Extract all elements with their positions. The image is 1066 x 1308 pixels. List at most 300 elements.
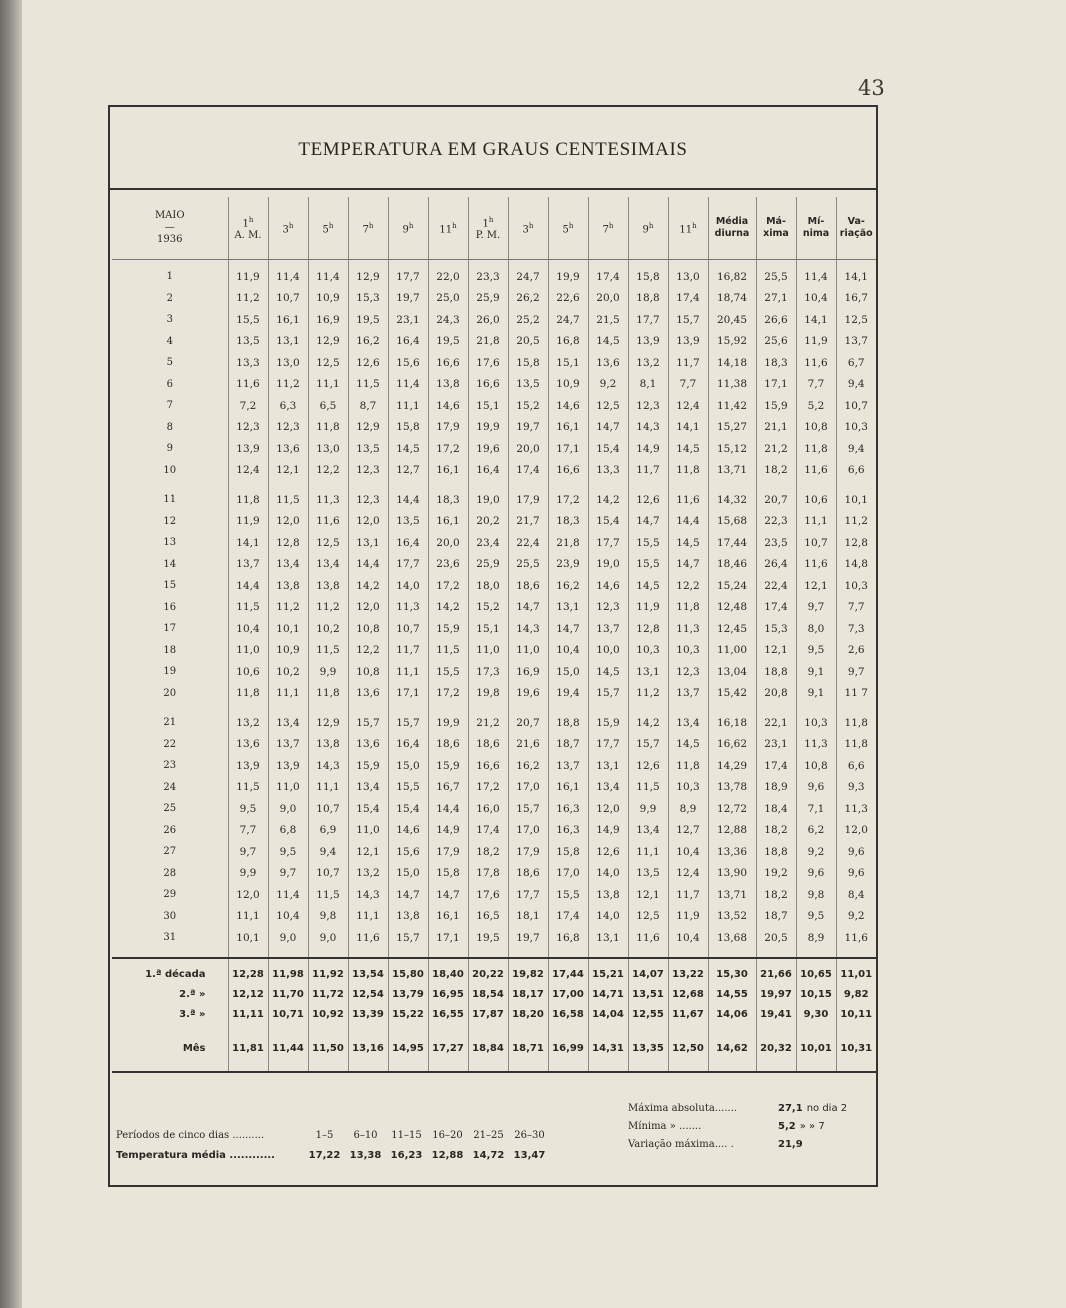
value-cell: 12,3: [268, 417, 308, 439]
header-col-label: nima: [802, 228, 830, 239]
value-cell: 11,6: [796, 352, 836, 374]
value-cell: 18,2: [756, 460, 796, 482]
value-cell: 21,7: [508, 511, 548, 533]
period-mean: 16,23: [390, 1149, 423, 1161]
decade-value: 13,51: [628, 985, 668, 1005]
value-cell: 7,7: [796, 374, 836, 396]
value-cell: 14,29: [708, 755, 756, 777]
value-cell: 13,0: [268, 352, 308, 374]
value-cell: 16,4: [388, 331, 428, 353]
value-cell: 10,1: [836, 489, 876, 511]
value-cell: 12,72: [708, 798, 756, 820]
extreme-label: Máxima absoluta.......: [628, 1102, 738, 1114]
value-cell: 15,7: [508, 798, 548, 820]
value-cell: 11,2: [836, 511, 876, 533]
spacer-cell: [548, 1025, 588, 1039]
value-cell: 10,7: [836, 395, 876, 417]
value-cell: 17,6: [468, 352, 508, 374]
value-cell: 15,0: [388, 755, 428, 777]
spacer-cell: [428, 704, 468, 712]
value-cell: 14,0: [588, 863, 628, 885]
value-cell: 21,6: [508, 734, 548, 756]
value-cell: 25,6: [756, 331, 796, 353]
extreme-label: Mínima » .......: [628, 1120, 702, 1132]
value-cell: 25,5: [508, 554, 548, 576]
value-cell: 11,5: [228, 777, 268, 799]
value-cell: 14,32: [708, 489, 756, 511]
value-cell: 10,3: [836, 417, 876, 439]
extreme-row: [628, 1135, 878, 1153]
value-cell: 14,5: [388, 438, 428, 460]
value-cell: 16,4: [468, 460, 508, 482]
value-cell: 15,8: [548, 841, 588, 863]
value-cell: 26,6: [756, 309, 796, 331]
day-cell: 17: [163, 623, 177, 635]
day-cell: 3: [166, 314, 173, 326]
spacer-cell: [796, 949, 836, 958]
value-cell: 18,3: [756, 352, 796, 374]
value-cell: 7,7: [228, 820, 268, 842]
table-row: [112, 266, 876, 288]
month-value: 10,01: [796, 1039, 836, 1059]
value-cell: 13,4: [588, 777, 628, 799]
value-cell: 16,1: [268, 309, 308, 331]
value-cell: 13,1: [588, 927, 628, 949]
spacer-cell: [508, 1059, 548, 1072]
value-cell: 13,7: [668, 683, 708, 705]
value-cell: 10,4: [796, 288, 836, 310]
value-cell: 13,9: [228, 755, 268, 777]
value-cell: 17,4: [508, 460, 548, 482]
value-cell: 24,7: [548, 309, 588, 331]
header-col-label: Va-: [847, 216, 865, 227]
value-cell: 6,5: [308, 395, 348, 417]
value-cell: 10,2: [308, 618, 348, 640]
value-cell: 9,1: [796, 683, 836, 705]
decade-value: 15,21: [588, 965, 628, 985]
spacer-cell: [112, 949, 228, 958]
value-cell: 16,1: [428, 511, 468, 533]
spacer-cell: [228, 1059, 268, 1072]
value-cell: 13,2: [628, 352, 668, 374]
value-cell: 14,6: [548, 395, 588, 417]
table-row: [112, 532, 876, 554]
value-cell: 21,2: [468, 712, 508, 734]
value-cell: 7,7: [836, 597, 876, 619]
value-cell: 12,2: [668, 575, 708, 597]
value-cell: 16,1: [428, 460, 468, 482]
value-cell: 11,5: [428, 640, 468, 662]
value-cell: 11,9: [668, 906, 708, 928]
value-cell: 12,9: [348, 417, 388, 439]
decade-row: [112, 1005, 876, 1025]
value-cell: 10,4: [548, 640, 588, 662]
value-cell: 12,9: [308, 712, 348, 734]
value-cell: 10,1: [228, 927, 268, 949]
value-cell: 18,2: [468, 841, 508, 863]
decade-value: 15,22: [388, 1005, 428, 1025]
table-row: [112, 927, 876, 949]
decade-value: 13,39: [348, 1005, 388, 1025]
value-cell: 21,8: [548, 532, 588, 554]
value-cell: 10,3: [668, 777, 708, 799]
value-cell: 19,9: [428, 712, 468, 734]
month-row: [112, 1039, 876, 1059]
value-cell: 12,3: [228, 417, 268, 439]
value-cell: 17,2: [428, 575, 468, 597]
day-cell: 10: [163, 464, 177, 476]
value-cell: 16,7: [836, 288, 876, 310]
value-cell: 16,1: [548, 777, 588, 799]
value-cell: 17,4: [548, 906, 588, 928]
value-cell: 12,3: [348, 460, 388, 482]
period-mean: 17,22: [308, 1149, 341, 1161]
table-row: [112, 352, 876, 374]
value-cell: 13,1: [268, 331, 308, 353]
spacer-cell: [628, 1025, 668, 1039]
table-row: [112, 712, 876, 734]
value-cell: 15,6: [388, 352, 428, 374]
spacer-cell: [836, 481, 876, 489]
table-row: [112, 798, 876, 820]
value-cell: 11,6: [228, 374, 268, 396]
value-cell: 10,4: [228, 618, 268, 640]
value-cell: 14,9: [428, 820, 468, 842]
value-cell: 16,0: [468, 798, 508, 820]
value-cell: 15,1: [468, 395, 508, 417]
value-cell: 14,9: [628, 438, 668, 460]
decade-row: [112, 965, 876, 985]
extreme-value: 5,2: [778, 1120, 796, 1132]
value-cell: 10,8: [348, 661, 388, 683]
value-cell: 6,8: [268, 820, 308, 842]
spacer-cell: [268, 949, 308, 958]
decade-value: 20,22: [468, 965, 508, 985]
header-col-label: Má-: [766, 216, 786, 227]
header-hour-sup: h: [408, 221, 414, 230]
value-cell: 12,2: [348, 640, 388, 662]
header-col-10: [628, 197, 668, 260]
spacer-cell: [112, 1025, 228, 1039]
value-cell: 15,0: [388, 863, 428, 885]
value-cell: 12,8: [836, 532, 876, 554]
extreme-value: 27,1: [778, 1102, 803, 1114]
header-hour-sup: h: [452, 221, 457, 230]
value-cell: 12,0: [268, 511, 308, 533]
value-cell: 13,4: [268, 712, 308, 734]
value-cell: 17,44: [708, 532, 756, 554]
header-col-13: [756, 197, 796, 260]
value-cell: 17,7: [588, 532, 628, 554]
value-cell: 11,8: [308, 417, 348, 439]
value-cell: 17,1: [428, 927, 468, 949]
day-cell: 31: [163, 932, 177, 944]
value-cell: 17,9: [508, 841, 548, 863]
header-col-label: Média: [715, 216, 749, 227]
value-cell: 13,04: [708, 661, 756, 683]
table-row: [112, 489, 876, 511]
value-cell: 10,4: [668, 927, 708, 949]
value-cell: 15,4: [588, 438, 628, 460]
value-cell: 15,9: [428, 618, 468, 640]
value-cell: 14,2: [428, 597, 468, 619]
decade-value: 13,79: [388, 985, 428, 1005]
value-cell: 13,4: [628, 820, 668, 842]
value-cell: 14,0: [588, 906, 628, 928]
spacer-cell: [708, 1059, 756, 1072]
table-row: [112, 906, 876, 928]
value-cell: 22,0: [428, 266, 468, 288]
value-cell: 11,2: [268, 597, 308, 619]
value-cell: 11,1: [388, 661, 428, 683]
value-cell: 13,7: [548, 755, 588, 777]
value-cell: 10,8: [796, 755, 836, 777]
spacer-cell: [228, 958, 268, 965]
spacer-cell: [836, 704, 876, 712]
value-cell: 7,2: [228, 395, 268, 417]
value-cell: 10,4: [668, 841, 708, 863]
spacer-cell: [508, 1025, 548, 1039]
value-cell: 22,6: [548, 288, 588, 310]
value-cell: 22,3: [756, 511, 796, 533]
value-cell: 11,3: [308, 489, 348, 511]
value-cell: 8,4: [836, 884, 876, 906]
value-cell: 18,9: [756, 777, 796, 799]
spacer-cell: [548, 704, 588, 712]
decade-value: 14,07: [628, 965, 668, 985]
value-cell: 15,27: [708, 417, 756, 439]
value-cell: 23,9: [548, 554, 588, 576]
month-value: 11,81: [228, 1039, 268, 1059]
table-row: [112, 331, 876, 353]
value-cell: 14,5: [668, 734, 708, 756]
value-cell: 10,7: [308, 863, 348, 885]
month-label: Mês: [182, 1043, 206, 1054]
spacer-cell: [548, 1059, 588, 1072]
value-cell: 9,6: [796, 777, 836, 799]
decade-value: 13,22: [668, 965, 708, 985]
value-cell: 16,7: [428, 777, 468, 799]
value-cell: 11,3: [388, 597, 428, 619]
spacer-cell: [468, 704, 508, 712]
value-cell: 13,0: [308, 438, 348, 460]
value-cell: 9,3: [836, 777, 876, 799]
value-cell: 14,3: [348, 884, 388, 906]
spacer-cell: [628, 704, 668, 712]
spacer-row: [112, 1025, 876, 1039]
table-row: [112, 395, 876, 417]
value-cell: 15,9: [348, 755, 388, 777]
value-cell: 10,6: [796, 489, 836, 511]
period-mean: 13,47: [513, 1149, 546, 1161]
value-cell: 18,46: [708, 554, 756, 576]
value-cell: 26,4: [756, 554, 796, 576]
table-row: [112, 460, 876, 482]
value-cell: 14,18: [708, 352, 756, 374]
value-cell: 11,5: [228, 597, 268, 619]
value-cell: 17,9: [428, 417, 468, 439]
value-cell: 11,7: [628, 460, 668, 482]
value-cell: 20,5: [756, 927, 796, 949]
spacer-cell: [228, 704, 268, 712]
value-cell: 13,8: [388, 906, 428, 928]
value-cell: 11,1: [628, 841, 668, 863]
value-cell: 15,6: [388, 841, 428, 863]
day-cell: 28: [163, 867, 177, 879]
value-cell: 20,0: [588, 288, 628, 310]
period-range: 21–25: [473, 1129, 504, 1141]
month-value: 11,50: [308, 1039, 348, 1059]
spacer-cell: [548, 481, 588, 489]
value-cell: 9,9: [628, 798, 668, 820]
spacer-cell: [796, 1059, 836, 1072]
value-cell: 17,7: [388, 554, 428, 576]
value-cell: 15,7: [348, 712, 388, 734]
value-cell: 11,9: [628, 597, 668, 619]
value-cell: 20,7: [756, 489, 796, 511]
header-month-year: [112, 197, 228, 260]
header-col-label: xima: [763, 228, 789, 239]
value-cell: 23,5: [756, 532, 796, 554]
value-cell: 14,5: [668, 438, 708, 460]
decade-value: 16,95: [428, 985, 468, 1005]
value-cell: 9,0: [308, 927, 348, 949]
table-body: [112, 260, 876, 1072]
spacer-row: [112, 1059, 876, 1072]
spacer-cell: [428, 481, 468, 489]
decade-value: 14,55: [708, 985, 756, 1005]
value-cell: 13,8: [308, 734, 348, 756]
value-cell: 9,2: [796, 841, 836, 863]
value-cell: 19,6: [468, 438, 508, 460]
decade-value: 10,71: [268, 1005, 308, 1025]
value-cell: 11,4: [796, 266, 836, 288]
value-cell: 18,74: [708, 288, 756, 310]
value-cell: 16,4: [388, 734, 428, 756]
spacer-cell: [508, 949, 548, 958]
value-cell: 19,0: [588, 554, 628, 576]
extreme-row: [628, 1117, 878, 1135]
value-cell: 10,3: [668, 640, 708, 662]
value-cell: 15,0: [548, 661, 588, 683]
value-cell: 26,2: [508, 288, 548, 310]
table-row: [112, 618, 876, 640]
header-hour: 7$^h$: [602, 221, 614, 236]
spacer-row: [112, 958, 876, 965]
value-cell: 18,8: [628, 288, 668, 310]
spacer-cell: [628, 1059, 668, 1072]
header-hour: 3$^h$: [522, 221, 534, 236]
value-cell: 11,38: [708, 374, 756, 396]
value-cell: 17,4: [588, 266, 628, 288]
decade-value: 10,15: [796, 985, 836, 1005]
period-mean: 12,88: [431, 1149, 464, 1161]
value-cell: 13,5: [508, 374, 548, 396]
spacer-cell: [388, 481, 428, 489]
decade-value: 11,01: [836, 965, 876, 985]
spacer-cell: [588, 949, 628, 958]
value-cell: 11,8: [796, 438, 836, 460]
spacer-cell: [836, 949, 876, 958]
header-hour-sup: h: [368, 221, 374, 230]
value-cell: 13,6: [348, 683, 388, 705]
spacer-cell: [388, 949, 428, 958]
value-cell: 19,7: [388, 288, 428, 310]
decade-value: 19,97: [756, 985, 796, 1005]
value-cell: 13,5: [628, 863, 668, 885]
value-cell: 10,3: [836, 575, 876, 597]
value-cell: 12,1: [796, 575, 836, 597]
table-row: [112, 820, 876, 842]
value-cell: 12,6: [628, 489, 668, 511]
spacer-cell: [348, 1025, 388, 1039]
value-cell: 18,3: [548, 511, 588, 533]
value-cell: 13,7: [588, 618, 628, 640]
value-cell: 10,3: [796, 712, 836, 734]
spacer-cell: [228, 481, 268, 489]
decade-value: 10,92: [308, 1005, 348, 1025]
value-cell: 11,9: [796, 331, 836, 353]
value-cell: 13,3: [588, 460, 628, 482]
value-cell: 9,9: [228, 863, 268, 885]
value-cell: 17,9: [508, 489, 548, 511]
value-cell: 16,6: [468, 374, 508, 396]
value-cell: 15,2: [508, 395, 548, 417]
value-cell: 24,7: [508, 266, 548, 288]
spacer-cell: [588, 1025, 628, 1039]
value-cell: 14,1: [668, 417, 708, 439]
value-cell: 11,4: [308, 266, 348, 288]
value-cell: 13,9: [228, 438, 268, 460]
month-value: 10,31: [836, 1039, 876, 1059]
value-cell: 6,9: [308, 820, 348, 842]
value-cell: 11,5: [268, 489, 308, 511]
spacer-cell: [468, 481, 508, 489]
value-cell: 15,8: [628, 266, 668, 288]
value-cell: 11,6: [348, 927, 388, 949]
value-cell: 9,7: [228, 841, 268, 863]
value-cell: 11 7: [836, 683, 876, 705]
value-cell: 12,9: [308, 331, 348, 353]
value-cell: 9,7: [268, 863, 308, 885]
value-cell: 11,0: [268, 777, 308, 799]
month-value: 17,27: [428, 1039, 468, 1059]
decade-value: 12,55: [628, 1005, 668, 1025]
day-cell: 16: [163, 601, 177, 613]
day-cell: 20: [163, 687, 177, 699]
day-cell: 6: [166, 378, 173, 390]
value-cell: 10,9: [268, 640, 308, 662]
value-cell: 10,7: [796, 532, 836, 554]
value-cell: 11,2: [268, 374, 308, 396]
spacer-cell: [668, 1025, 708, 1039]
value-cell: 11,8: [668, 755, 708, 777]
spacer-cell: [796, 481, 836, 489]
spacer-cell: [268, 704, 308, 712]
value-cell: 19,5: [428, 331, 468, 353]
value-cell: 16,6: [468, 755, 508, 777]
day-cell: 22: [163, 738, 177, 750]
spacer-cell: [228, 949, 268, 958]
value-cell: 20,2: [468, 511, 508, 533]
value-cell: 18,6: [428, 734, 468, 756]
value-cell: 15,5: [428, 661, 468, 683]
value-cell: 10,3: [628, 640, 668, 662]
value-cell: 11,8: [668, 460, 708, 482]
value-cell: 13,8: [428, 374, 468, 396]
day-cell: 5: [166, 357, 173, 369]
value-cell: 13,52: [708, 906, 756, 928]
